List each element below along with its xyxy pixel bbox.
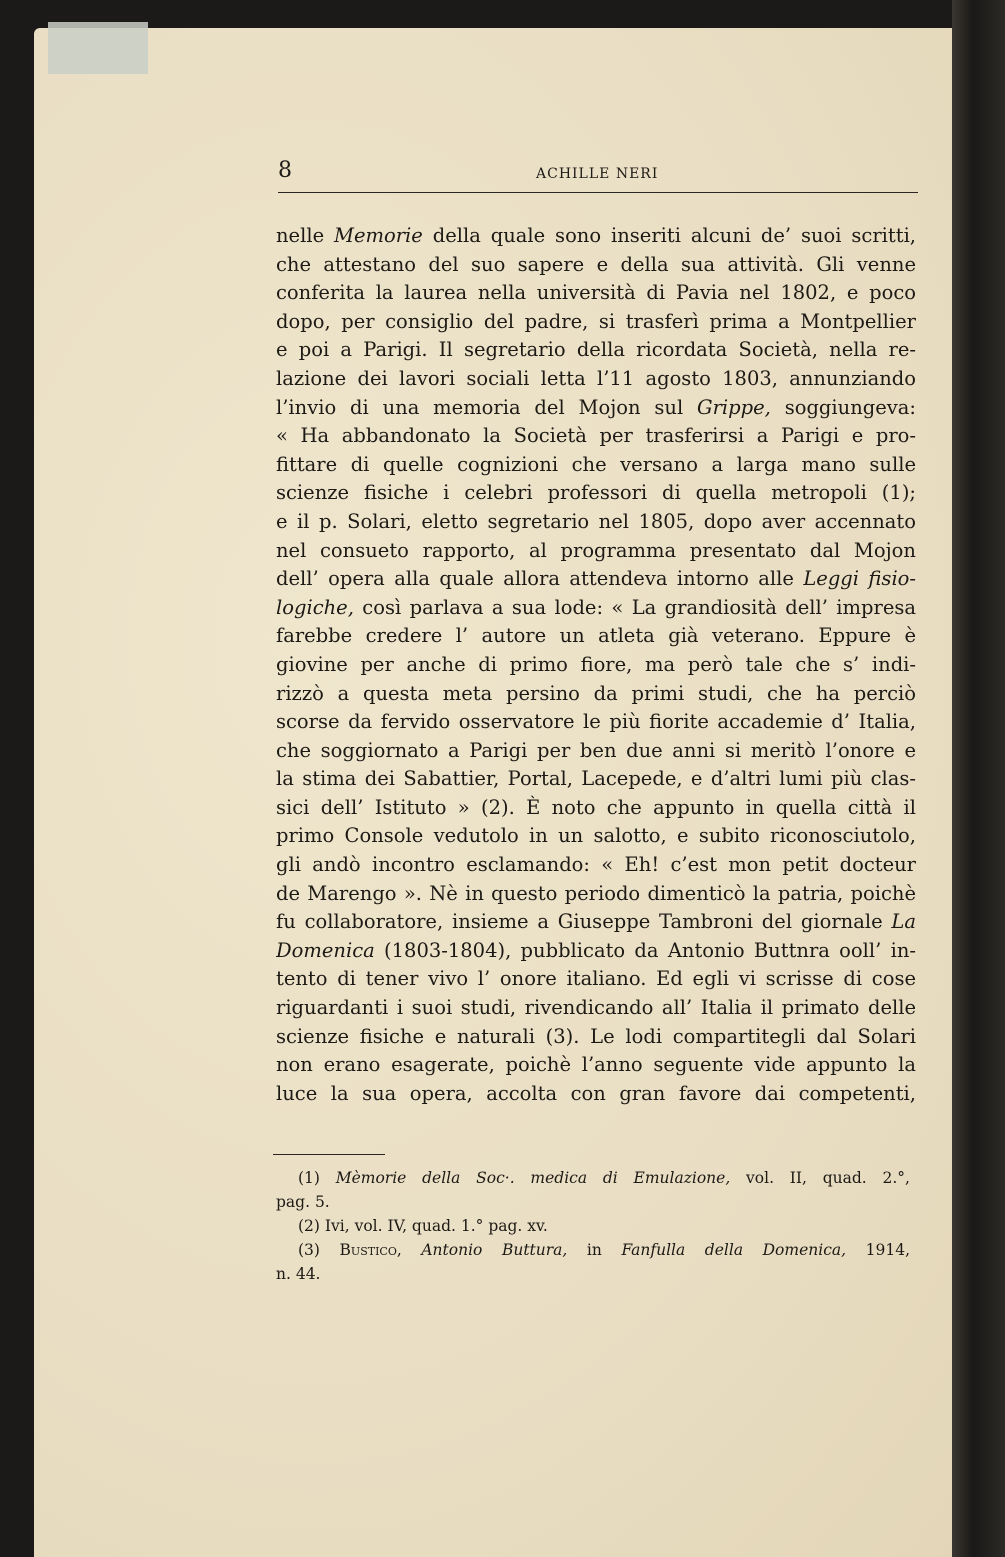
- text-line: [276, 765, 916, 794]
- text-line: [276, 422, 916, 451]
- text-segment: primo Console vedutolo in un salotto, e subito riconosciutolo,: [276, 824, 916, 848]
- text-segment: tento di tener vivo l’ onore italiano. Ed egli vi scrisse di cose: [276, 967, 916, 991]
- text-segment: Antonio Buttura,: [421, 1241, 568, 1259]
- text-segment: gli andò incontro esclamando: « Eh! c’est mon petit docteur: [276, 853, 916, 877]
- text-segment: fittare di quelle cognizioni che versano a larga mano sulle: [276, 452, 916, 476]
- page-edge-shadow: [952, 0, 1005, 1557]
- footnote-line: [276, 1214, 910, 1238]
- footnote-line: [276, 1238, 910, 1262]
- text-segment: Grippe,: [697, 395, 771, 419]
- text-line: [276, 1080, 916, 1109]
- text-segment: farebbe credere l’ autore un atleta già veterano. Eppure è: [276, 624, 916, 648]
- text-line: [276, 451, 916, 480]
- text-segment: La: [891, 910, 916, 934]
- text-segment: Leggi fisio-: [803, 567, 916, 591]
- text-segment: Memorie: [334, 224, 423, 247]
- text-line: [276, 680, 916, 709]
- text-line: [276, 594, 916, 623]
- footnote: [276, 1166, 910, 1214]
- text-line: [276, 737, 916, 766]
- text-segment: nel consueto rapporto, al programma presentato dal Mojon: [276, 538, 916, 562]
- text-segment: dell’ opera alla quale allora attendeva intorno alle: [276, 567, 804, 591]
- text-line: [276, 965, 916, 994]
- text-segment: la stima dei Sabattier, Portal, Lacepede, e d’altri lumi più clas-: [276, 767, 916, 791]
- text-segment: 1914,: [846, 1241, 910, 1259]
- text-segment: logiche,: [276, 595, 354, 619]
- text-segment: Mèmorie della Soc·. medica di Emulazione,: [335, 1169, 731, 1187]
- text-segment: giovine per anche di primo fiore, ma però tale che s’ indi-: [276, 652, 916, 676]
- text-line: [276, 279, 916, 308]
- text-segment: che attestano del suo sapere e della sua attività. Gli venne: [276, 252, 916, 276]
- text-line: [276, 565, 916, 594]
- text-segment: scienze fisiche i celebri professori di quella metropoli (1);: [276, 481, 916, 505]
- text-line: [276, 336, 916, 365]
- text-line: [276, 794, 916, 823]
- text-segment: conferita la laurea nella università di Pavia nel 1802, e poco: [276, 281, 916, 305]
- text-line: [276, 308, 916, 337]
- text-line: [276, 908, 916, 937]
- text-segment: rizzò a questa meta persino da primi studi, che ha perciò: [276, 681, 916, 705]
- text-line: [276, 851, 916, 880]
- text-segment: « Ha abbandonato la Società per trasferirsi a Parigi e pro-: [276, 424, 916, 448]
- text-segment: nelle: [276, 224, 334, 247]
- text-line: [276, 880, 916, 909]
- text-segment: riguardanti i suoi studi, rivendicando all’ Italia il primato delle: [276, 996, 916, 1020]
- text-line: [276, 1051, 916, 1080]
- footnote-line: [276, 1190, 910, 1214]
- text-line: [276, 251, 916, 280]
- text-segment: Fanfulla della Domenica,: [621, 1241, 847, 1259]
- text-line: [276, 994, 916, 1023]
- footnote-rule: [273, 1154, 385, 1155]
- text-line: [276, 708, 916, 737]
- text-segment: della quale sono inseriti alcuni de’ suoi scritti,: [422, 224, 916, 247]
- text-line: [276, 1023, 916, 1052]
- text-line: [276, 365, 916, 394]
- text-segment: dopo, per consiglio del padre, si trasferì prima a Montpellier: [276, 309, 916, 333]
- footnote-line: [276, 1262, 910, 1286]
- text-line: [276, 394, 916, 423]
- footnote: [276, 1214, 910, 1238]
- text-segment: e poi a Parigi. Il segretario della ricordata Società, nella re-: [276, 338, 916, 362]
- text-line: [276, 822, 916, 851]
- text-segment: Bustico,: [339, 1241, 402, 1259]
- footnote-line: [276, 1166, 910, 1190]
- text-line: [276, 508, 916, 537]
- footnotes: [276, 1166, 910, 1286]
- text-segment: (3): [298, 1241, 340, 1259]
- text-segment: (1): [298, 1169, 336, 1187]
- text-segment: [402, 1241, 422, 1259]
- text-segment: non erano esagerate, poichè l’anno seguente vide appunto la: [276, 1053, 916, 1077]
- text-segment: (1803-1804), pubblicato da Antonio Buttnra ooll’ in-: [374, 938, 916, 962]
- text-segment: scienze fisiche e naturali (3). Le lodi compartitegli dal Solari: [276, 1024, 916, 1048]
- body-text: [276, 222, 916, 1108]
- text-segment: fu collaboratore, insieme a Giuseppe Tambroni del giornale: [276, 910, 892, 934]
- text-line: [276, 479, 916, 508]
- text-segment: che soggiornato a Parigi per ben due anni si meritò l’onore e: [276, 738, 916, 762]
- text-segment: n. 44.: [276, 1265, 321, 1283]
- text-segment: soggiungeva:: [770, 395, 916, 419]
- text-line: [276, 222, 916, 251]
- text-segment: Domenica: [276, 938, 375, 962]
- text-segment: pag. 5.: [276, 1193, 330, 1211]
- text-line: [276, 537, 916, 566]
- text-segment: vol. II, quad. 2.°,: [730, 1169, 910, 1187]
- text-segment: scorse da fervido osservatore le più fiorite accademie d’ Italia,: [276, 710, 916, 734]
- text-segment: luce la sua opera, accolta con gran favore dai competenti,: [276, 1081, 916, 1105]
- tape-residue: [48, 22, 148, 74]
- running-header: [278, 158, 918, 193]
- text-line: [276, 622, 916, 651]
- text-segment: de Marengo ». Nè in questo periodo dimenticò la patria, poichè: [276, 881, 916, 905]
- text-line: [276, 937, 916, 966]
- text-segment: sici dell’ Istituto » (2). È noto che appunto in quella città il: [276, 795, 916, 819]
- running-title: ACHILLE NERI: [536, 166, 659, 182]
- text-line: [276, 651, 916, 680]
- text-segment: (2) Ivi, vol. IV, quad. 1.° pag. xv.: [298, 1217, 548, 1235]
- text-segment: e il p. Solari, eletto segretario nel 1805, dopo aver accennato: [276, 509, 916, 533]
- text-segment: in: [567, 1241, 622, 1259]
- footnote: [276, 1238, 910, 1286]
- text-segment: lazione dei lavori sociali letta l’11 agosto 1803, annunziando: [276, 366, 916, 390]
- text-segment: così parlava a sua lode: « La grandiosità dell’ impresa: [353, 595, 916, 619]
- text-segment: l’invio di una memoria del Mojon sul: [276, 395, 698, 419]
- page-number: 8: [278, 158, 292, 183]
